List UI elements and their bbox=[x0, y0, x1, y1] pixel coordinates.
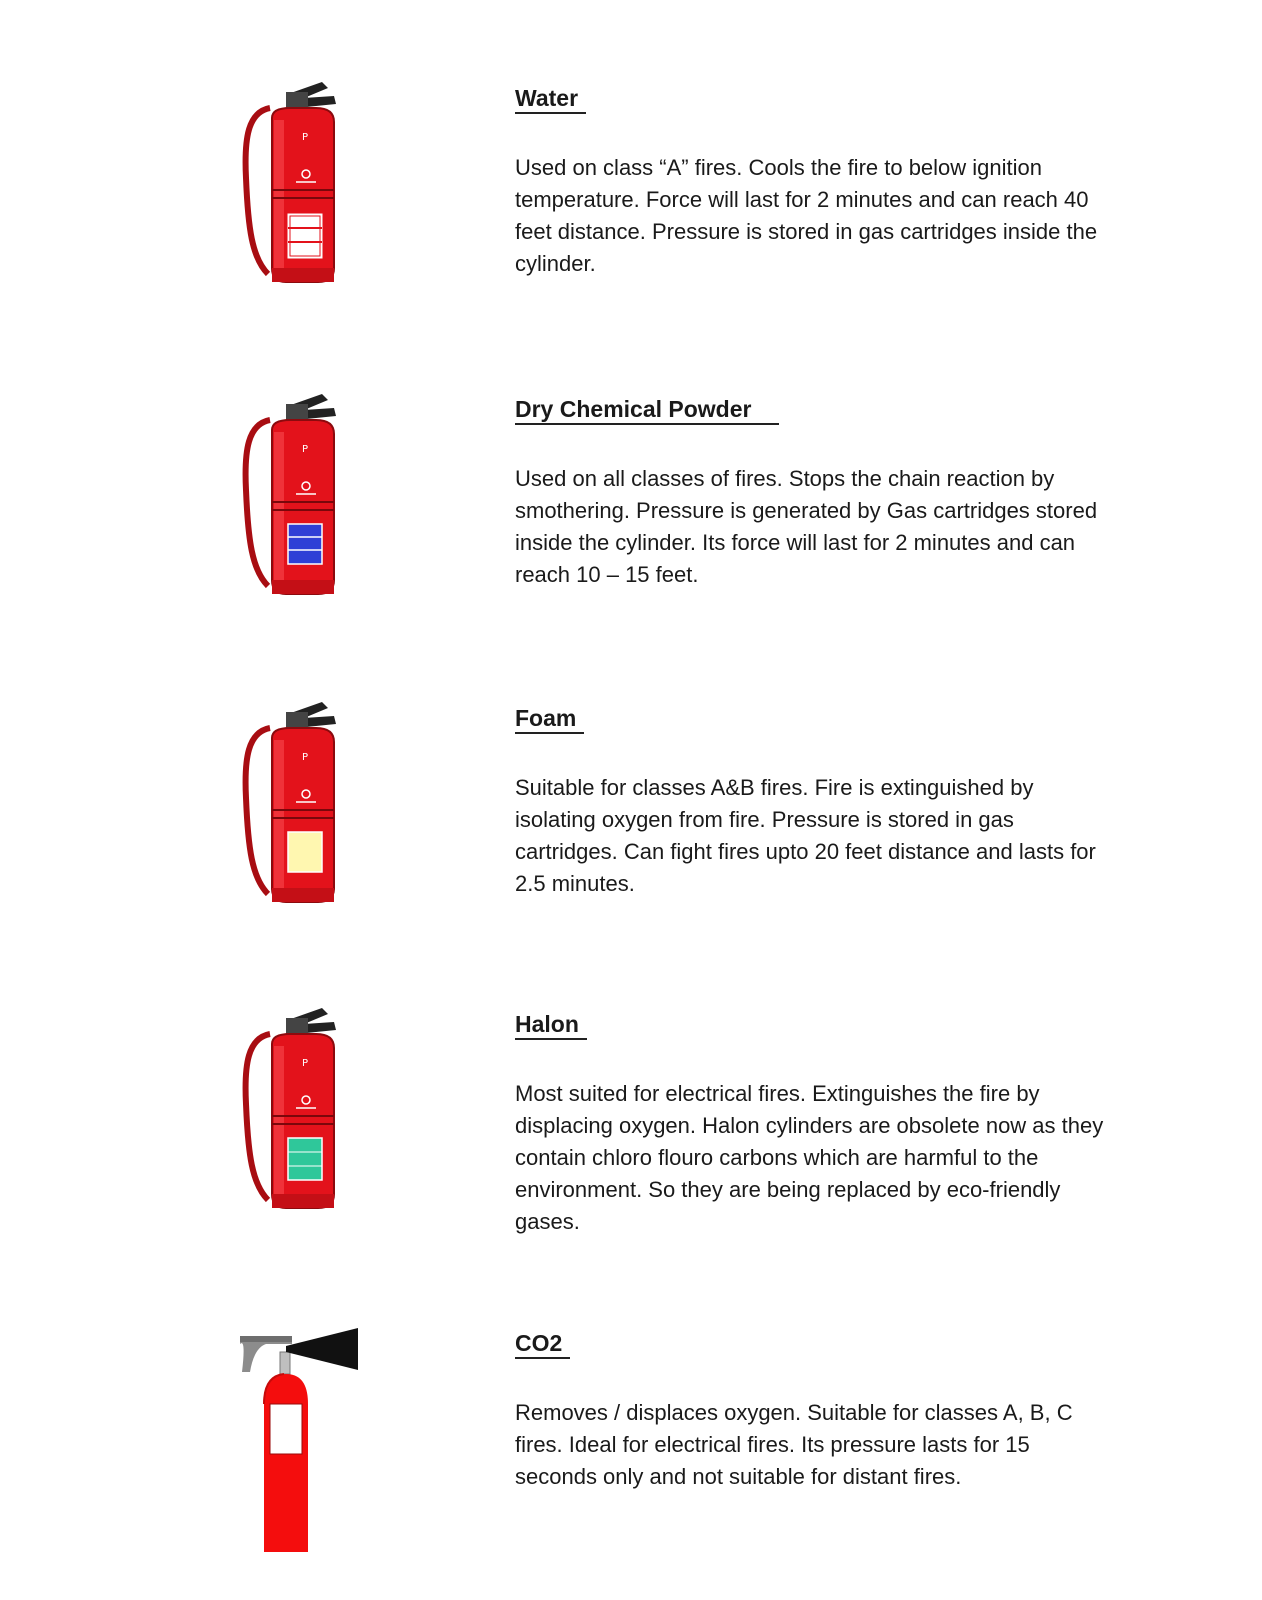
svg-text:P: P bbox=[302, 132, 309, 143]
halon-extinguisher-icon bbox=[230, 1004, 360, 1216]
heading-foam: Foam bbox=[515, 704, 584, 734]
water-extinguisher-icon bbox=[230, 78, 360, 290]
svg-text:P: P bbox=[302, 1058, 309, 1069]
description-water: Used on class “A” fires. Cools the fire to below ignition temperature. Force will last for 2 minutes and can reach 40 feet distance. Pressure is stored in gas cartridges inside the cylinder. bbox=[515, 155, 1098, 276]
heading-dry-chemical-powder: Dry Chemical Powder bbox=[515, 395, 779, 425]
heading-co2: CO2 bbox=[515, 1329, 570, 1359]
foam-extinguisher-icon bbox=[230, 698, 360, 910]
heading-halon: Halon bbox=[515, 1010, 587, 1040]
co2-extinguisher-icon bbox=[236, 1324, 366, 1556]
description-co2: Removes / displaces oxygen. Suitable for classes A, B, C fires. Ideal for electrical fires. Its pressure lasts for 15 seconds only and not suitable for distant fires. bbox=[515, 1400, 1073, 1489]
heading-water: Water bbox=[515, 84, 586, 114]
svg-text:P: P bbox=[302, 752, 309, 763]
dry-chemical-powder-extinguisher-icon bbox=[230, 390, 360, 602]
description-halon: Most suited for electrical fires. Extinguishes the fire by displacing oxygen. Halon cylinders are obsolete now as they contain chloro flouro carbons which are harmful to the environment. So they are being replaced by eco-friendly gases. bbox=[515, 1081, 1104, 1234]
svg-text:P: P bbox=[302, 444, 309, 455]
description-foam: Suitable for classes A&B fires. Fire is extinguished by isolating oxygen from fire. Pressure is stored in gas cartridges. Can fight fires upto 20 feet distance and lasts for 2.5 minutes. bbox=[515, 775, 1096, 896]
description-dry-chemical-powder: Used on all classes of fires. Stops the chain reaction by smothering. Pressure is generated by Gas cartridges stored inside the cylinder. Its force will last for 2 minutes and can reach 10 – 15 feet. bbox=[515, 466, 1098, 587]
